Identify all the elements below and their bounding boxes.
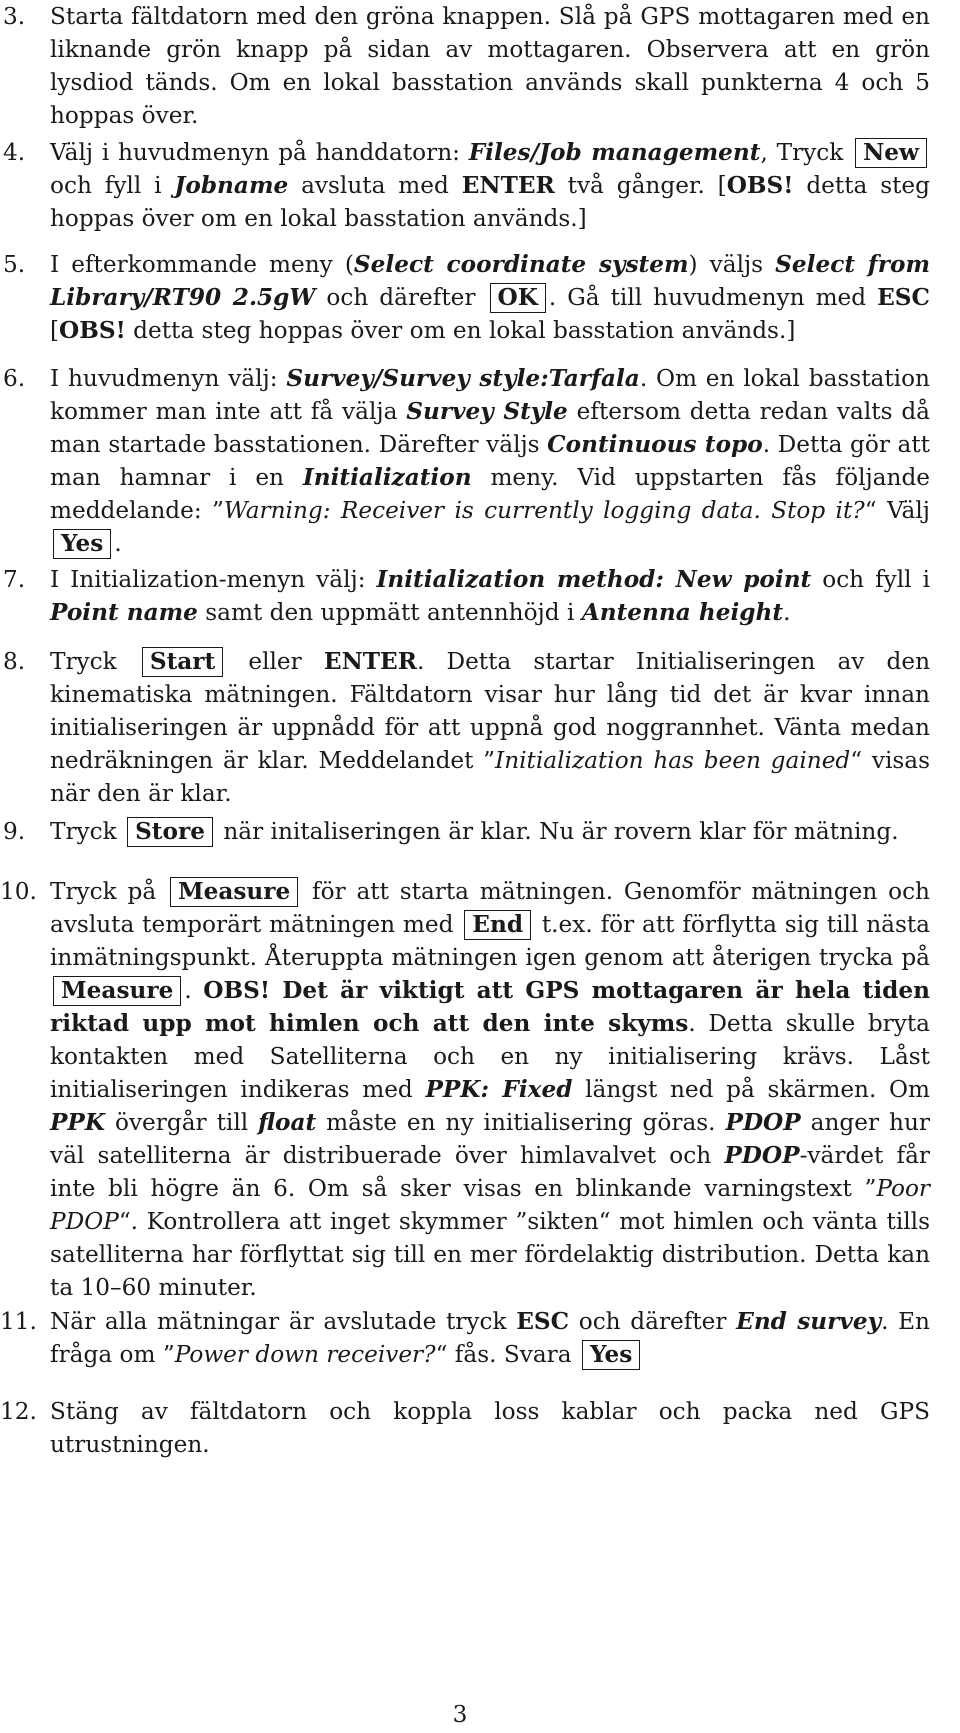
key-button: Measure xyxy=(170,877,298,907)
text-run: , Tryck xyxy=(760,139,853,166)
text-run: och därefter xyxy=(315,284,487,311)
item-number: 3. xyxy=(3,3,26,30)
item-number: 10. xyxy=(0,878,37,905)
text-run: detta steg hoppas över om en lokal basstation används.] xyxy=(50,172,931,232)
text-run: “ Välj xyxy=(864,497,930,524)
item-text xyxy=(50,248,930,347)
key-button: Start xyxy=(142,647,223,677)
text-run: Stäng av fältdatorn och koppla loss kablar och packa ned GPS utrustningen. xyxy=(50,1398,930,1458)
key-button: Yes xyxy=(582,1340,640,1370)
item-number: 7. xyxy=(3,566,26,593)
text-run: “. Kontrollera att inget skymmer ”sikten“ mot himlen och vänta tills satelliterna har förflyttat sig till en mer fördelaktig distribution. Detta kan ta 10–60 minuter. xyxy=(50,1208,930,1301)
item-number: 8. xyxy=(3,648,26,675)
text-run: för att starta mätningen. Genomför mätningen och avsluta temporärt mätningen med xyxy=(50,878,930,938)
text-run: . xyxy=(114,530,122,557)
text-run: när initaliseringen är klar. Nu är rovern klar för mätning. xyxy=(215,818,899,845)
page-number: 3 xyxy=(452,1701,468,1728)
text-run: . En fråga om ” xyxy=(50,1308,930,1368)
emphasis-term: PDOP xyxy=(724,1142,800,1169)
item-number: 11. xyxy=(0,1308,37,1335)
bold-text: ESC xyxy=(877,284,930,311)
item-text xyxy=(50,136,930,235)
emphasis-term: Survey/Survey style:Tarfala xyxy=(286,365,640,392)
item-number: 9. xyxy=(3,818,26,845)
bold-text: OBS! Det är viktigt att GPS mottagaren är hela tiden riktad upp mot himlen och att den inte skyms xyxy=(50,977,930,1037)
item-text xyxy=(50,645,930,810)
text-run: . Detta skulle bryta kontakten med Satelliterna och en ny initialisering krävs. Låst initialiseringen indikeras med xyxy=(50,1010,930,1103)
key-button: Store xyxy=(127,817,213,847)
text-run: I efterkommande meny ( xyxy=(50,251,354,278)
text-run: två gånger. [ xyxy=(554,172,727,199)
text-run: meny. Vid uppstarten fås följande meddelande: ” xyxy=(50,464,931,524)
text-run: “ visas när den är klar. xyxy=(50,747,930,807)
text-run: Välj i huvudmenyn på handdatorn: xyxy=(50,139,469,166)
text-run: och därefter xyxy=(569,1308,737,1335)
key-button: Yes xyxy=(53,529,111,559)
text-run: I Initialization-menyn välj: xyxy=(50,566,377,593)
text-run: övergår till xyxy=(105,1109,259,1136)
item-number: 5. xyxy=(3,251,26,278)
item-text xyxy=(50,0,930,132)
list-item xyxy=(0,0,950,132)
emphasis-term: PDOP xyxy=(725,1109,801,1136)
italic-text: Poor PDOP xyxy=(50,1175,930,1235)
text-run: . Gå till huvudmenyn med xyxy=(548,284,878,311)
text-run: . Om en lokal basstation kommer man inte att få välja xyxy=(50,365,930,425)
list-item xyxy=(0,645,950,810)
bold-text: OBS! xyxy=(726,172,794,199)
key-button: New xyxy=(855,138,927,168)
item-text xyxy=(50,1305,930,1371)
list-item xyxy=(0,815,950,848)
item-number: 4. xyxy=(3,139,26,166)
list-item xyxy=(0,136,950,235)
text-run: t.ex. för att förflytta sig till nästa inmätningspunkt. Återuppta mätningen igen genom att återigen trycka på xyxy=(50,911,931,971)
text-run: När alla mätningar är avslutade tryck xyxy=(50,1308,517,1335)
text-run: . xyxy=(783,599,791,626)
italic-text: Initialization has been gained xyxy=(495,747,851,774)
emphasis-term: Survey Style xyxy=(406,398,568,425)
emphasis-term: Select from Library/RT90 2.5gW xyxy=(50,251,930,311)
item-text xyxy=(50,362,930,560)
emphasis-term: Initialization method: New point xyxy=(376,566,812,593)
list-item xyxy=(0,1305,950,1371)
list-item xyxy=(0,248,950,347)
text-run: I huvudmenyn välj: xyxy=(50,365,287,392)
item-text xyxy=(50,563,930,629)
emphasis-term: Files/Job management xyxy=(468,139,761,166)
list-item xyxy=(0,875,950,1304)
item-number: 6. xyxy=(3,365,26,392)
text-run: ) väljs xyxy=(688,251,776,278)
text-run: Tryck på xyxy=(50,878,167,905)
emphasis-term: Initialization xyxy=(302,464,472,491)
emphasis-term: PPK: Fixed xyxy=(425,1076,573,1103)
emphasis-term: PPK xyxy=(50,1109,106,1136)
emphasis-term: float xyxy=(258,1109,317,1136)
emphasis-term: Antenna height xyxy=(581,599,784,626)
list-item xyxy=(0,362,950,560)
text-run: eftersom detta redan valts då man startade basstationen. Därefter väljs xyxy=(50,398,930,458)
bold-text: ENTER xyxy=(461,172,555,199)
key-button: End xyxy=(464,910,531,940)
bold-text: ESC xyxy=(516,1308,570,1335)
text-run: och fyll i xyxy=(50,172,175,199)
text-run: avsluta med xyxy=(288,172,462,199)
text-run: [ xyxy=(50,317,60,344)
italic-text: Warning: Receiver is currently logging data. Stop it? xyxy=(223,497,865,524)
italic-text: Power down receiver? xyxy=(174,1341,436,1368)
list-item xyxy=(0,563,950,629)
text-run: anger hur väl satelliterna är distribuerade över himlavalvet och xyxy=(50,1109,931,1169)
item-number: 12. xyxy=(0,1398,37,1425)
text-run: . Detta gör att man hamnar i en xyxy=(50,431,930,491)
text-run: -värdet får inte bli högre än 6. Om så sker visas en blinkande varningstext ” xyxy=(50,1142,930,1202)
emphasis-term: Point name xyxy=(50,599,198,626)
text-run: Tryck xyxy=(50,648,139,675)
emphasis-term: Continuous topo xyxy=(547,431,763,458)
text-run: . Detta startar Initialiseringen av den kinematiska mätningen. Fältdatorn visar hur lång tid det är kvar innan initialiseringen är uppnådd för att uppnå god noggrannhet. Vänta medan nedräkningen är klar. Meddelandet ” xyxy=(50,648,931,774)
text-run: detta steg hoppas över om en lokal basstation används.] xyxy=(125,317,796,344)
text-run: samt den uppmätt antennhöjd i xyxy=(197,599,582,626)
text-run: längst ned på skärmen. Om xyxy=(572,1076,931,1103)
list-item xyxy=(0,1395,950,1461)
item-text xyxy=(50,815,930,848)
key-button: OK xyxy=(490,283,546,313)
item-text xyxy=(50,875,930,1304)
emphasis-term: Jobname xyxy=(174,172,289,199)
emphasis-term: Select coordinate system xyxy=(353,251,689,278)
text-run: måste en ny initialisering göras. xyxy=(316,1109,726,1136)
bold-text: ENTER xyxy=(323,648,417,675)
text-run: Tryck xyxy=(50,818,125,845)
text-run: “ fås. Svara xyxy=(435,1341,579,1368)
bold-text: OBS! xyxy=(59,317,126,344)
text-run: och fyll i xyxy=(811,566,930,593)
key-button: Measure xyxy=(53,976,181,1006)
text-run: . xyxy=(184,977,204,1004)
text-run: eller xyxy=(226,648,324,675)
item-text xyxy=(50,1395,930,1461)
text-run: Starta fältdatorn med den gröna knappen. Slå på GPS mottagaren med en liknande grön knapp på sidan av mottagaren. Observera att en grön lysdiod tänds. Om en lokal basstation används skall punkterna 4 och 5 hoppas över. xyxy=(50,3,930,129)
emphasis-term: End survey xyxy=(736,1308,882,1335)
